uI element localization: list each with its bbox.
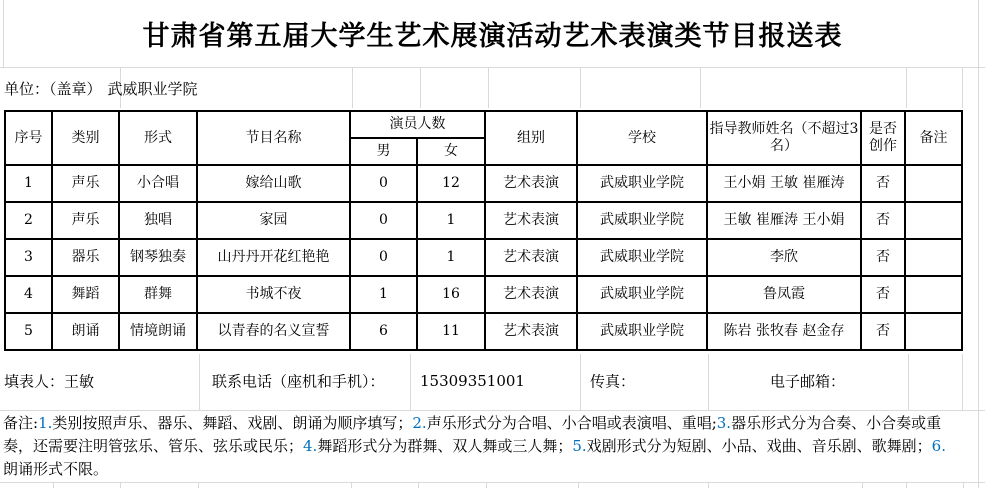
header-category: 类别	[52, 111, 119, 165]
note-number: 5.	[572, 437, 587, 455]
notes-text	[3, 412, 948, 481]
table-row	[5, 276, 962, 313]
header-female: 女	[417, 138, 485, 165]
note-segment: 器乐形式分为合奏、小合奏或重奏，还需要注明管弦乐、管乐、弦乐或民乐；	[3, 414, 942, 455]
header-school: 学校	[577, 111, 707, 165]
cell-original: 否	[861, 239, 905, 276]
gridline	[963, 483, 964, 488]
cell-male: 1	[350, 276, 417, 313]
email-label: 电子邮箱：	[770, 372, 846, 391]
cell-seq: 1	[5, 165, 52, 202]
table-row	[5, 165, 962, 202]
cell-program: 书城不夜	[197, 276, 350, 313]
note-number: 1.	[38, 414, 53, 432]
footer-row	[0, 352, 985, 410]
cell-female: 1	[417, 202, 485, 239]
cell-form: 群舞	[119, 276, 197, 313]
cell-group: 艺术表演	[485, 276, 577, 313]
header-performers: 演员人数	[350, 111, 485, 138]
unit-row	[0, 67, 985, 109]
unit-label: 单位：（盖章）	[4, 79, 102, 98]
cell-form: 独唱	[119, 202, 197, 239]
cell-remark	[905, 202, 962, 239]
cell-remark	[905, 239, 962, 276]
cell-seq: 5	[5, 313, 52, 350]
cell-school: 武威职业学院	[577, 239, 707, 276]
cell-form: 小合唱	[119, 165, 197, 202]
gridline	[53, 483, 54, 488]
cell-male: 0	[350, 239, 417, 276]
note-number: 2.	[412, 414, 427, 432]
cell-category: 声乐	[52, 202, 119, 239]
cell-group: 艺术表演	[485, 202, 577, 239]
cell-teachers: 李欣	[707, 239, 861, 276]
note-segment: 舞蹈形式分为群舞、双人舞或三人舞；	[317, 437, 573, 455]
note-segment: 戏剧形式分为短剧、小品、戏曲、音乐剧、歌舞剧；	[586, 437, 932, 455]
gridline	[0, 482, 985, 483]
note-segment: 朗诵形式不限。	[3, 460, 109, 478]
table-row	[5, 313, 962, 350]
cell-teachers: 鲁凤霞	[707, 276, 861, 313]
header-program: 节目名称	[197, 111, 350, 165]
header-form: 形式	[119, 111, 197, 165]
cell-female: 11	[417, 313, 485, 350]
cell-seq: 2	[5, 202, 52, 239]
cell-remark	[905, 165, 962, 202]
gridline	[351, 483, 352, 488]
cell-program: 山丹丹开花红艳艳	[197, 239, 350, 276]
gridline	[708, 483, 709, 488]
cell-school: 武威职业学院	[577, 202, 707, 239]
cell-school: 武威职业学院	[577, 165, 707, 202]
page-title: 甘肃省第五届大学生艺术展演活动艺术表演类节目报送表	[142, 21, 843, 52]
cell-seq: 3	[5, 239, 52, 276]
phone-value: 15309351001	[420, 372, 525, 390]
cell-form: 情境朗诵	[119, 313, 197, 350]
header-group: 组别	[485, 111, 577, 165]
cell-form: 钢琴独奏	[119, 239, 197, 276]
note-segment: 备注:	[3, 414, 39, 432]
cell-original: 否	[861, 165, 905, 202]
note-segment: 类别按照声乐、器乐、舞蹈、戏剧、朗诵为顺序填写；	[52, 414, 413, 432]
cell-male: 0	[350, 202, 417, 239]
cell-female: 1	[417, 239, 485, 276]
gridline	[906, 483, 907, 488]
table-header	[5, 111, 962, 165]
cell-teachers: 陈岩 张牧春 赵金存	[707, 313, 861, 350]
cell-category: 朗诵	[52, 313, 119, 350]
gridline	[0, 410, 985, 411]
table-row	[5, 239, 962, 276]
cell-group: 艺术表演	[485, 313, 577, 350]
cell-group: 艺术表演	[485, 165, 577, 202]
cell-original: 否	[861, 276, 905, 313]
phone-label: 联系电话（座机和手机）：	[212, 372, 385, 391]
table-row	[5, 202, 962, 239]
cell-category: 器乐	[52, 239, 119, 276]
note-number: 6.	[931, 437, 946, 455]
cell-female: 12	[417, 165, 485, 202]
header-remark: 备注	[905, 111, 962, 165]
note-number: 4.	[303, 437, 318, 455]
cell-group: 艺术表演	[485, 239, 577, 276]
cell-seq: 4	[5, 276, 52, 313]
gridline	[862, 483, 863, 488]
cell-program: 以青春的名义宣誓	[197, 313, 350, 350]
unit-value: 武威职业学院	[107, 79, 198, 98]
cell-remark	[905, 276, 962, 313]
cell-original: 否	[861, 202, 905, 239]
note-segment: 声乐形式分为合唱、小合唱或表演唱、重唱;	[426, 414, 717, 432]
gridline	[120, 483, 121, 488]
gridline	[418, 483, 419, 488]
cell-remark	[905, 313, 962, 350]
cell-original: 否	[861, 313, 905, 350]
note-number: 3.	[716, 414, 732, 432]
cell-female: 16	[417, 276, 485, 313]
gridline	[578, 483, 579, 488]
form-filler: 填表人：王敏	[4, 372, 95, 391]
program-table	[4, 110, 963, 351]
header-original: 是否创作	[861, 111, 905, 165]
cell-school: 武威职业学院	[577, 313, 707, 350]
cell-male: 6	[350, 313, 417, 350]
cell-category: 声乐	[52, 165, 119, 202]
cell-school: 武威职业学院	[577, 276, 707, 313]
fax-label: 传真：	[590, 372, 636, 391]
header-teachers: 指导教师姓名（不超过3名）	[707, 111, 861, 165]
cell-teachers: 王敏 崔雁涛 王小娟	[707, 202, 861, 239]
cell-teachers: 王小娟 王敏 崔雁涛	[707, 165, 861, 202]
gridline	[198, 483, 199, 488]
cell-program: 嫁给山歌	[197, 165, 350, 202]
cell-male: 0	[350, 165, 417, 202]
header-male: 男	[350, 138, 417, 165]
gridline	[486, 483, 487, 488]
cell-category: 舞蹈	[52, 276, 119, 313]
header-seq: 序号	[5, 111, 52, 165]
table-body	[5, 165, 962, 350]
cell-program: 家园	[197, 202, 350, 239]
